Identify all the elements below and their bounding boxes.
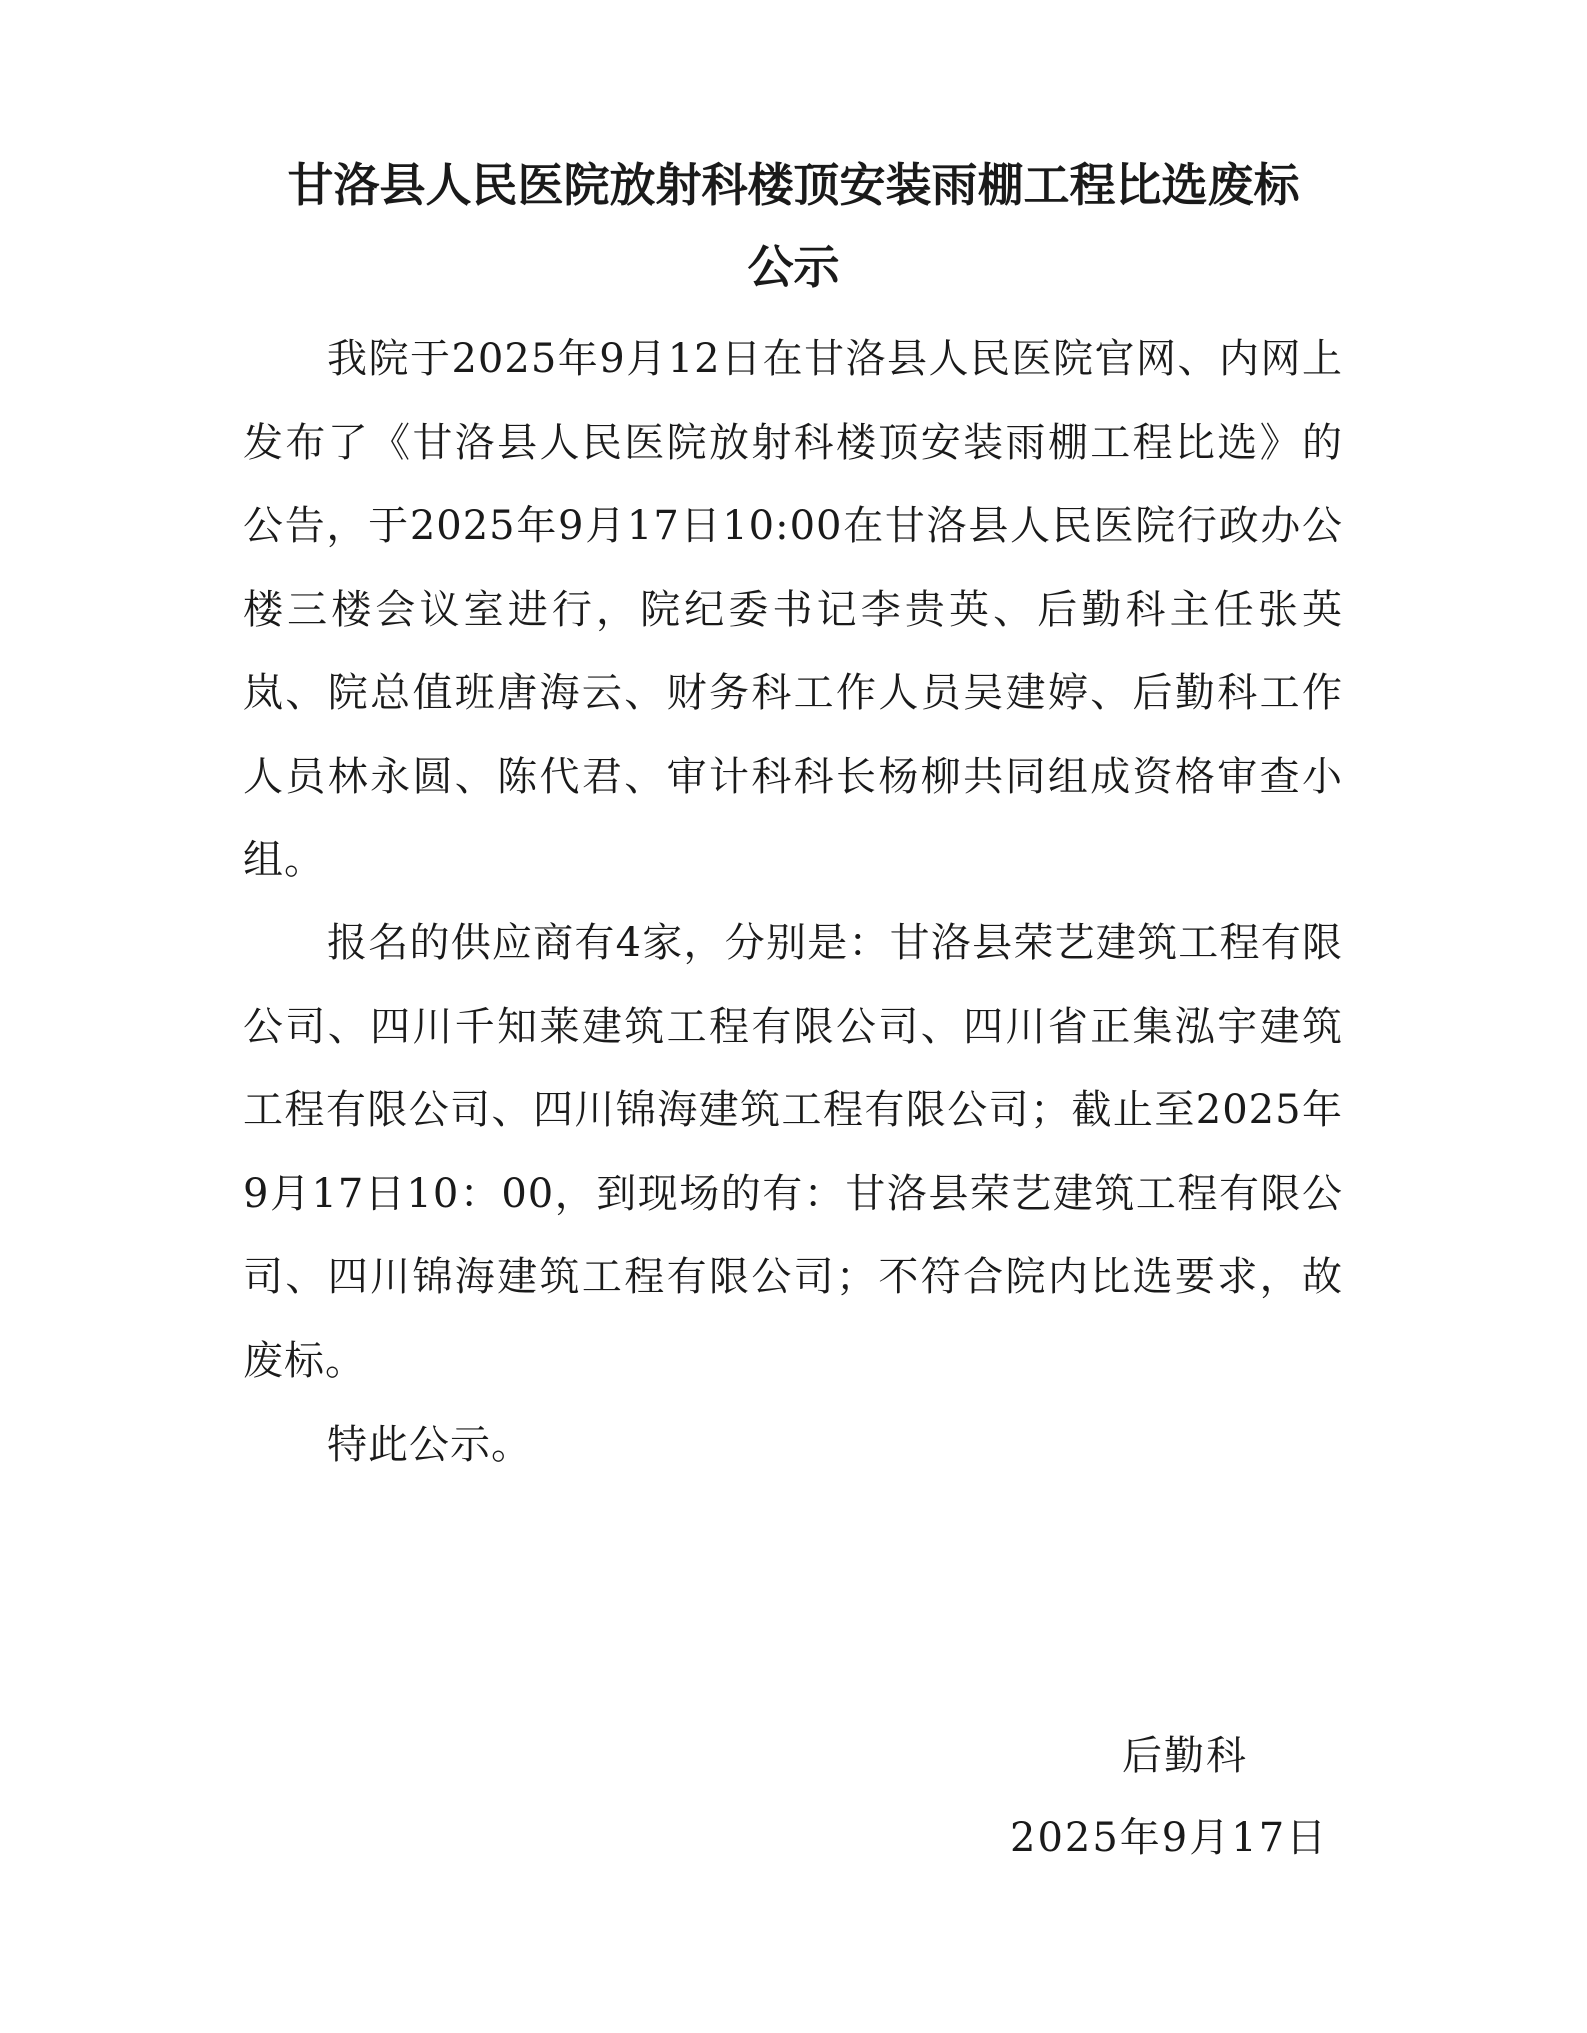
signature-department: 后勤科 [1122,1733,1248,1779]
paragraph-closing: 特此公示。 [327,1422,532,1468]
paragraph-announcement: 我院于2025年9月12日在甘洛县人民医院官网、内网上发布了《甘洛县人民医院放射科楼顶安装雨棚工程比选》的公告，于2025年9月17日10:00在甘洛县人民医院行政办公楼三楼会议室进行，院纪委书记李贵英、后勤科主任张英岚、院总值班唐海云、财务科工作人员吴建婷、后勤科工作人员林永圆、陈代君、审计科科长杨柳共同组成资格审查小组。 [243,336,1343,883]
document-title-continued: 公示 [747,240,840,294]
signature-date: 2025年9月17日 [1010,1815,1329,1861]
document-title: 甘洛县人民医院放射科楼顶安装雨棚工程比选废标 [287,158,1300,212]
paragraph-suppliers: 报名的供应商有4家，分别是：甘洛县荣艺建筑工程有限公司、四川千知莱建筑工程有限公司、四川省正集泓宇建筑工程有限公司、四川锦海建筑工程有限公司；截止至2025年9月17日10：00，到现场的有：甘洛县荣艺建筑工程有限公司、四川锦海建筑工程有限公司；不符合院内比选要求，故废标。 [243,920,1343,1384]
